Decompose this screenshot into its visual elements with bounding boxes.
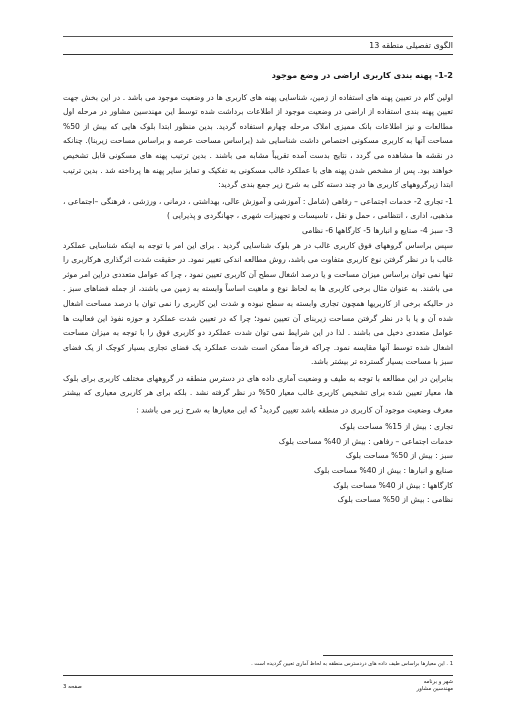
criteria-item-military: نظامی : بیش از 50% مساحت بلوک — [337, 495, 453, 505]
footer-page-number: صفحه 3 — [63, 684, 82, 690]
page-header — [63, 38, 453, 55]
header-title: الگوی تفصیلی منطقه 13 — [369, 41, 453, 50]
criteria-item-industry: صنایع و انبارها : بیش از 40% مساحت بلوک — [314, 465, 453, 475]
footer-rule — [63, 675, 453, 676]
criteria-list — [63, 420, 453, 508]
footer-company-line-1: شهر و برنامه — [423, 679, 453, 685]
criteria-item-green: سبز : بیش از 50% مساحت بلوک — [345, 451, 453, 461]
page-footer — [63, 679, 453, 699]
header-top-rule — [63, 36, 453, 37]
category-list-line-1: 1- تجاری 2- خدمات اجتماعی – رفاهی (شامل : آموزشی و آموزش عالی، بهداشتی ، درمانی ، ورزشی ، فرهنگی –اجتماعی ، مذهبی، اداری ، انتظامی ، حمل و نقل ، تاسیسات و تجهیزات شهری ، جهانگردی و پذیرایی ) — [63, 196, 453, 221]
footnote-ref[interactable]: 1 — [259, 405, 263, 412]
criteria-item-workshops: کارگاهها : بیش از 40% مساحت بلوک — [333, 480, 453, 490]
criteria-intro-text: بنابراین در این مطالعه با توجه به طیف و وضعیت آماری داده های در دسترس منطقه در گروههای مختلف کاربری برای بلوک ها، معیار تعیین شده برای تشخیص کاربری غالب معیار 50% در نظر گرفته نشد . بلکه برای هر کاربری معیاری که بیشتر معرف وضعیت موجود آن کاربری در منطقه باشد تعیین گردید — [63, 373, 453, 415]
footer-company — [417, 679, 453, 693]
paragraph-intro: اولین گام در تعیین پهنه های استفاده از زمین، شناسایی پهنه های کاربری ها در وضعیت موجود می باشد . در این بخش جهت تعیین پهنه بندی استفاده از اراضی در وضعیت موجود از اطلاعات برداشت شده توسط این مهندسین مشاور در مرحله اول مطالعات و نیز اطلاعات بانک ممیزی املاک مرحله چهارم استفاده گردید. بدین منظور ابتدا بلوک هایی که بیش از 50% مساحت آنها به کاربری مسکونی اختصاص داشت شناسایی شد (براساس مساحت عرصه و براساس مساحت زیربنا). چنانکه در نقشه ها مشاهده می گردد ، نتایج بدست آمده تقریباً مشابه می باشند . بدین ترتیب پهنه های مسکونی قابل تشخیص خواهند بود. پس از مشخص شدن پهنه های با عملکرد غالب مسکونی به تفکیک و تمایز سایر پهنه ها پرداخته شد . بدین ترتیب ابتدا زیرگروههای کاربری ها در چند دسته کلی به شرح زیر جمع بندی گردید: — [63, 92, 453, 190]
section-title: 1-2- پهنه بندی کاربری اراضی در وضع موجود — [271, 70, 453, 80]
paragraph-criteria-intro — [63, 372, 453, 418]
footnote: 1 . این معیارها براساس طیف داده های دردسترس منطقه به لحاظ آماری تعیین گردیده است . — [251, 661, 453, 667]
paragraph-method: سپس براساس گروههای فوق کاربری غالب در هر بلوک شناسایی گردید . برای این امر با توجه به اینکه شناسایی عملکرد غالب با در نظر گرفتن نوع کاربری متفاوت می باشد، روش مطالعه اندکی تغییر نمود. در حقیقت شدت اثرگذاری هرکاربری را تنها نمی توان براساس میزان مساحت و یا درصد اشغال سطح آن کاربری تعیین نمود ، چرا که عوامل متعددی دراین امر موثر می باشند. به عنوان مثال برخی کاربری ها به لحاظ نوع و ماهیت اساساً وابسته به زمین می باشند، از جمله فضاهای سبز . در حالیکه برخی از کاربریها همچون تجاری وابسته به سطح نبوده و شدت این کاربری را نمی توان با درصد مساحت اشغال شده آن و یا با در نظر گرفتن مساحت زیربنای آن تعیین نمود؛ چرا که در تعیین شدت عملکرد و حوزه نفوذ این فعالیت ها عوامل متعددی دخیل می باشند . لذا در این شرایط نمی توان شدت عملکرد دو کاربری فوق را با توجه به میزان مساحت اشغال شده توسط آنها مقایسه نمود. چراکه فرضاً ممکن است شدت عملکرد یک فضای تجاری بسیار کوچک از یک فضای سبز با مساحت بسیار گسترده تر بیشتر باشد. — [63, 240, 453, 367]
criteria-item-commercial: تجاری : بیش از 15% مساحت بلوک — [339, 422, 453, 432]
main-content — [63, 68, 453, 508]
criteria-item-social-services: خدمات اجتماعی – رفاهی : بیش از 40% مساحت بلوک — [278, 436, 453, 446]
footnote-rule — [323, 655, 453, 656]
category-list-line-2: 3- سبز 4- صنایع و انبارها 5- کارگاهها 6- نظامی — [301, 225, 453, 235]
criteria-intro-tail: که این معیارها به شرح زیر می باشند : — [136, 405, 260, 415]
footer-company-line-2: مهندسین مشاور — [416, 686, 453, 692]
